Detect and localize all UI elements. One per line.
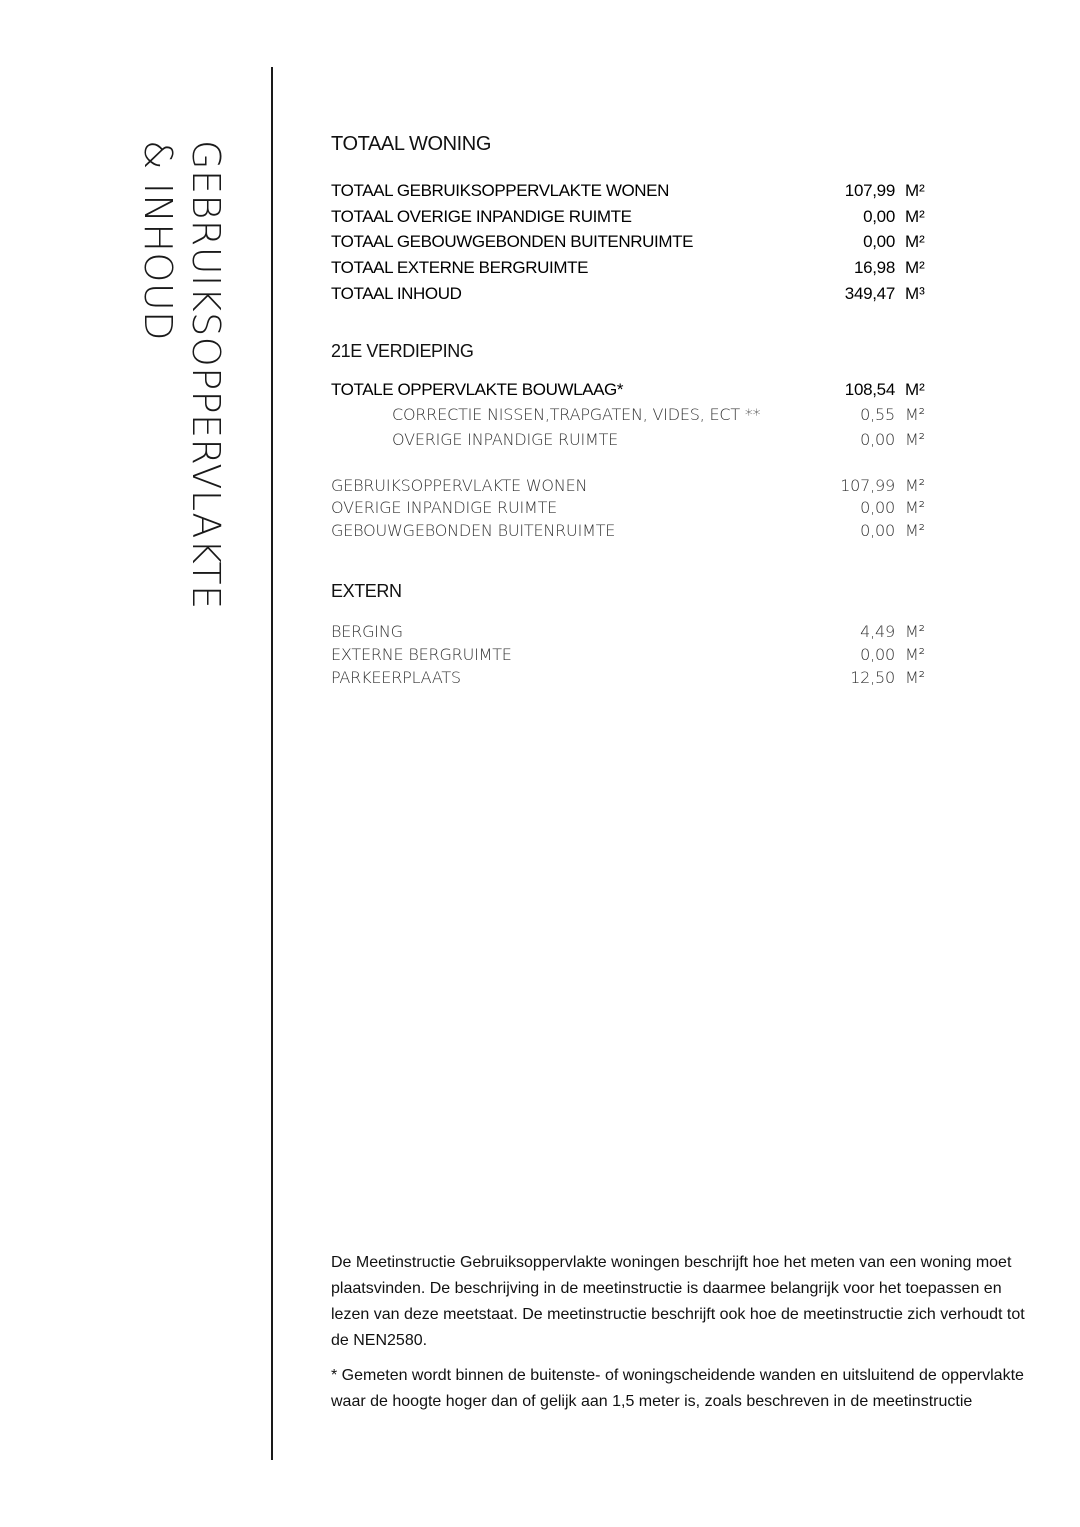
table-row [331,232,931,256]
row-label: CORRECTIE NISSEN,TRAPGATEN, VIDES, ECT ** [392,405,761,424]
row-unit: M² [905,207,925,226]
row-unit: M³ [905,284,925,303]
row-label: GEBRUIKSOPPERVLAKTE WONEN [331,476,588,495]
row-label: TOTAAL INHOUD [331,284,462,303]
row-label: TOTAAL GEBRUIKSOPPERVLAKTE WONEN [331,181,669,200]
row-value: 0,00 [860,645,895,664]
table-row [331,521,931,545]
row-unit: M² [905,668,925,687]
row-label: GEBOUWGEBONDEN BUITENRUIMTE [331,521,616,540]
table-row [331,668,931,692]
row-value: 107,99 [840,476,895,495]
side-title [100,140,230,680]
row-unit: M² [905,405,925,424]
row-label: EXTERNE BERGRUIMTE [331,645,512,664]
row-unit: M² [905,498,925,517]
row-value: 4,49 [860,622,895,641]
row-unit: M² [905,645,925,664]
table-row [331,284,931,308]
row-label: OVERIGE INPANDIGE RUIMTE [392,430,619,449]
row-unit: M² [905,380,925,399]
row-value: 0,00 [860,521,895,540]
table-row [331,380,931,404]
row-unit: M² [905,258,925,277]
row-value: 107,99 [844,181,895,200]
row-label: BERGING [331,622,403,641]
table-row [331,622,931,646]
table-row [331,476,931,500]
row-value: 0,00 [860,430,895,449]
table-row [331,181,931,205]
table-row [331,498,931,522]
row-value: 12,50 [850,668,895,687]
row-value: 0,00 [860,498,895,517]
table-row [331,258,931,282]
row-unit: M² [905,430,925,449]
footnote-asterisk: * Gemeten wordt binnen de buitenste- of woningscheidende wanden en uitsluitend de oppervlakte waar de hoogte hoger dan of gelijk aan 1,5 meter is, zoals beschreven in de meetinstructie [331,1367,1024,1410]
footnote-intro: De Meetinstructie Gebruiksoppervlakte woningen beschrijft hoe het meten van een woning moet plaatsvinden. De beschrijving in de meetinstructie is daarmee belangrijk voor het toepassen en lezen van deze meetstaat. De meetinstructie beschrijft ook hoe de meetinstructie zich verhoudt tot de NEN2580. [331,1254,1025,1349]
row-value: 0,00 [863,232,895,251]
row-unit: M² [905,476,925,495]
row-unit: M² [905,232,925,251]
table-row [331,430,931,454]
table-row [331,645,931,669]
row-unit: M² [905,622,925,641]
row-value: 0,00 [863,207,895,226]
row-value: 349,47 [844,284,895,303]
row-value: 16,98 [853,258,895,277]
row-label: TOTAAL GEBOUWGEBONDEN BUITENRUIMTE [331,232,694,251]
table-row [331,405,931,429]
side-title-line-2: & INHOUD [136,140,180,341]
row-label: TOTAAL OVERIGE INPANDIGE RUIMTE [331,207,632,226]
row-label: OVERIGE INPANDIGE RUIMTE [331,498,558,517]
row-label: PARKEERPLAATS [331,668,461,687]
section-heading-verdieping: 21E VERDIEPING [331,341,474,361]
side-title-line-1: GEBRUIKSOPPERVLAKTE [184,140,228,610]
table-row [331,207,931,231]
row-label: TOTAAL EXTERNE BERGRUIMTE [331,258,589,277]
row-unit: M² [905,521,925,540]
row-unit: M² [905,181,925,200]
row-value: 108,54 [844,380,895,399]
row-value: 0,55 [860,405,895,424]
section-heading-totaal: TOTAAL WONING [331,133,491,155]
row-label: TOTALE OPPERVLAKTE BOUWLAAG* [331,380,624,399]
vertical-divider [271,67,273,1460]
section-heading-extern: EXTERN [331,581,402,601]
